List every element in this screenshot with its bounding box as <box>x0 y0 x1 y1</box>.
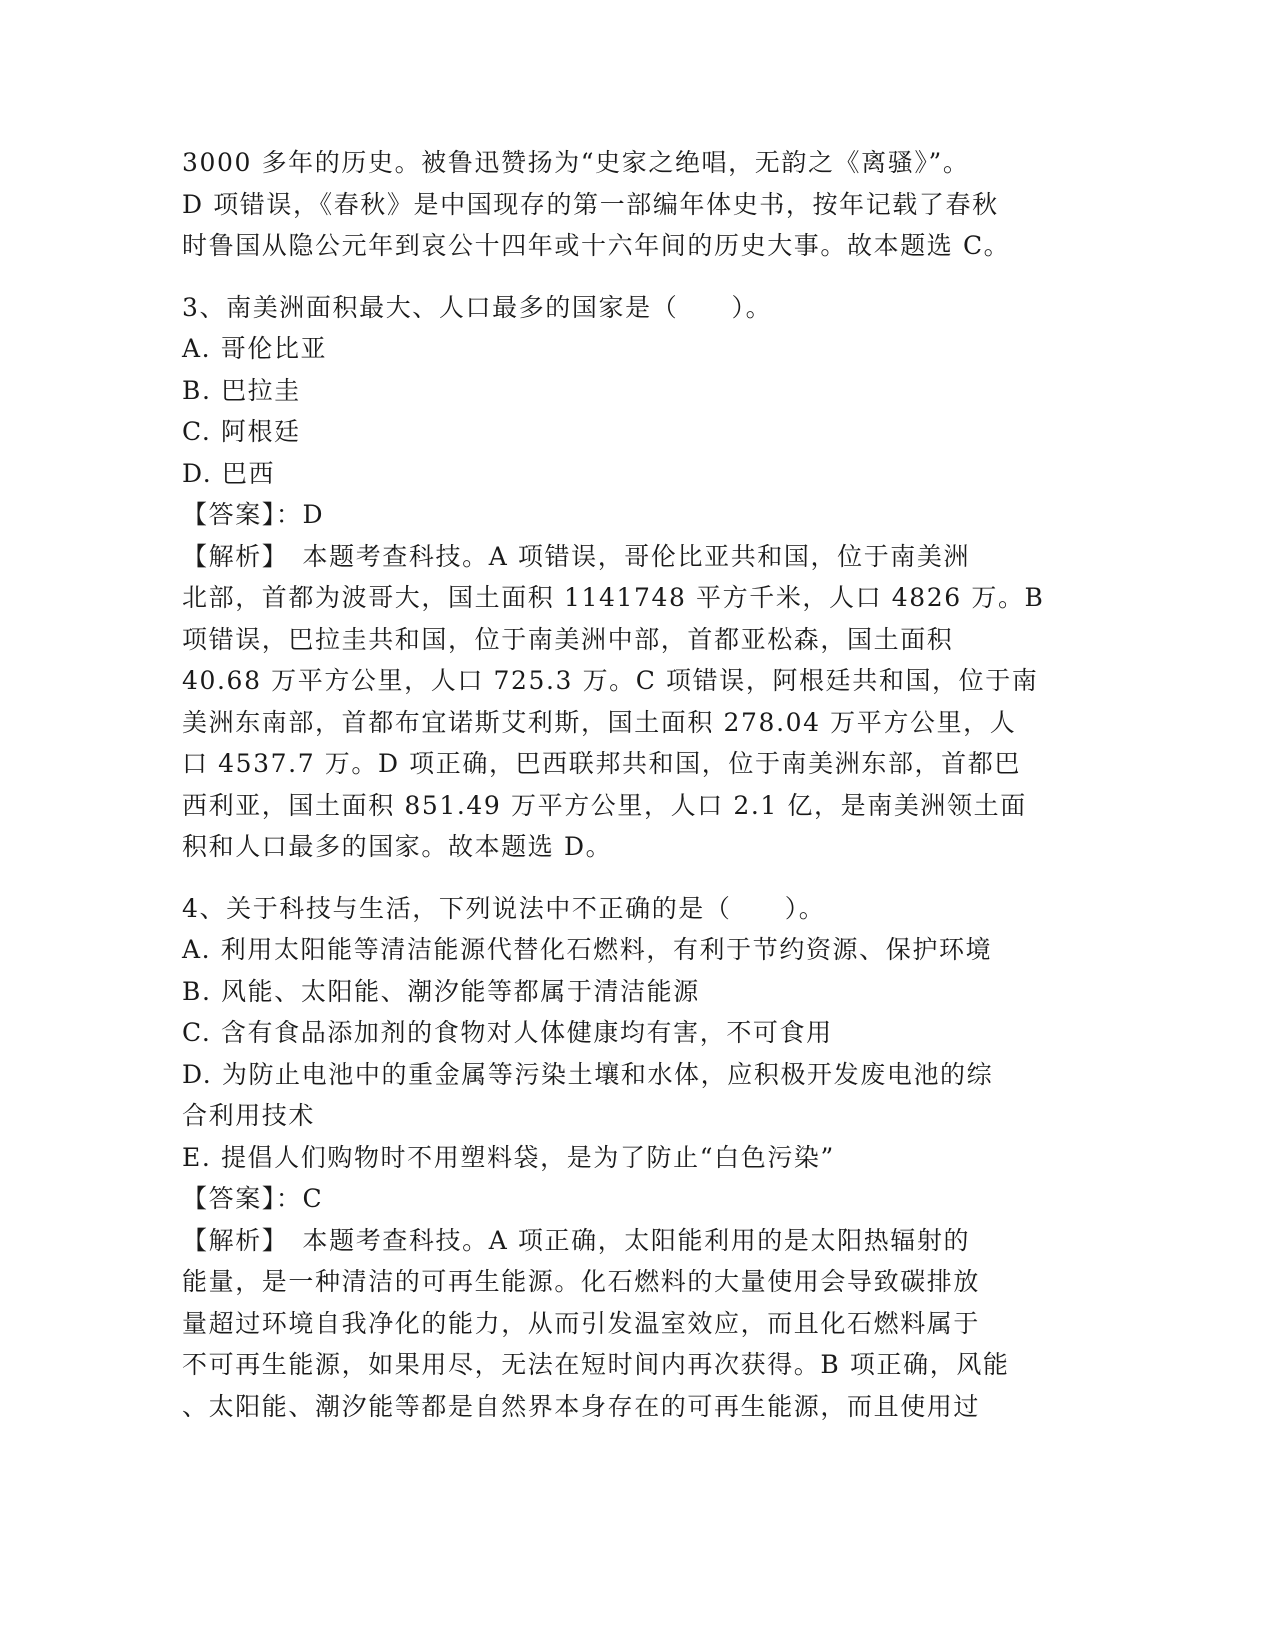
analysis-line: 能量，是一种清洁的可再生能源。化石燃料的大量使用会导致碳排放 <box>182 1267 981 1296</box>
analysis-line: 北部，首都为波哥大，国土面积 1141748 平方千米，人口 4826 万。B <box>182 583 1045 612</box>
text-line: 3000 多年的历史。被鲁迅赞扬为“史家之绝唱，无韵之《离骚》”。 <box>182 148 970 177</box>
answer-line: 【答案】：C <box>182 1184 324 1213</box>
question-stem: 3、南美洲面积最大、人口最多的国家是（ ）。 <box>182 292 773 322</box>
option-c: C. 含有食品添加剂的食物对人体健康均有害，不可食用 <box>182 1018 833 1047</box>
option-b: B. 风能、太阳能、潮汐能等都属于清洁能源 <box>182 976 700 1006</box>
option-e: E. 提倡人们购物时不用塑料袋，是为了防止“白色污染” <box>182 1142 835 1172</box>
analysis-line: 【解析】 本题考查科技。A 项正确，太阳能利用的是太阳热辐射的 <box>182 1225 971 1255</box>
analysis-line: 项错误，巴拉圭共和国，位于南美洲中部，首都亚松森，国土面积 <box>182 624 954 654</box>
analysis-line: 西利亚，国土面积 851.49 万平方公里，人口 2.1 亿，是南美洲领土面 <box>182 790 1027 820</box>
option-a: A. 哥伦比亚 <box>182 334 328 363</box>
option-a: A. 利用太阳能等清洁能源代替化石燃料，有利于节约资源、保护环境 <box>182 935 993 964</box>
document-page <box>182 142 1062 1427</box>
analysis-line: 量超过环境自我净化的能力，从而引发温室效应，而且化石燃料属于 <box>182 1308 981 1338</box>
analysis-line: 口 4537.7 万。D 项正确，巴西联邦共和国，位于南美洲东部，首都巴 <box>182 749 1021 778</box>
text-line: D 项错误，《春秋》是中国现存的第一部编年体史书，按年记载了春秋 <box>182 189 999 219</box>
answer-line: 【答案】：D <box>182 500 325 529</box>
q2-analysis-continued <box>182 142 1062 267</box>
question-3 <box>182 287 1062 868</box>
analysis-line: 积和人口最多的国家。故本题选 D。 <box>182 832 613 861</box>
option-b: B. 巴拉圭 <box>182 375 301 405</box>
question-stem: 4、关于科技与生活，下列说法中不正确的是（ ）。 <box>182 893 826 923</box>
analysis-line: 【解析】 本题考查科技。A 项错误，哥伦比亚共和国，位于南美洲 <box>182 541 971 571</box>
option-d-continued: 合利用技术 <box>182 1101 316 1130</box>
text-line: 时鲁国从隐公元年到哀公十四年或十六年间的历史大事。故本题选 C。 <box>182 231 1011 260</box>
spacer <box>182 868 1062 888</box>
analysis-line: 40.68 万平方公里，人口 725.3 万。C 项错误，阿根廷共和国，位于南 <box>182 666 1039 695</box>
analysis-line: 、太阳能、潮汐能等都是自然界本身存在的可再生能源，而且使用过 <box>182 1391 981 1421</box>
analysis-line: 不可再生能源，如果用尽，无法在短时间内再次获得。B 项正确，风能 <box>182 1350 1010 1379</box>
option-d: D. 巴西 <box>182 458 276 488</box>
question-4 <box>182 888 1062 1428</box>
option-c: C. 阿根廷 <box>182 417 301 446</box>
analysis-line: 美洲东南部，首都布宜诺斯艾利斯，国土面积 278.04 万平方公里，人 <box>182 707 1017 737</box>
spacer <box>182 267 1062 287</box>
option-d: D. 为防止电池中的重金属等污染土壤和水体，应积极开发废电池的综 <box>182 1059 994 1089</box>
